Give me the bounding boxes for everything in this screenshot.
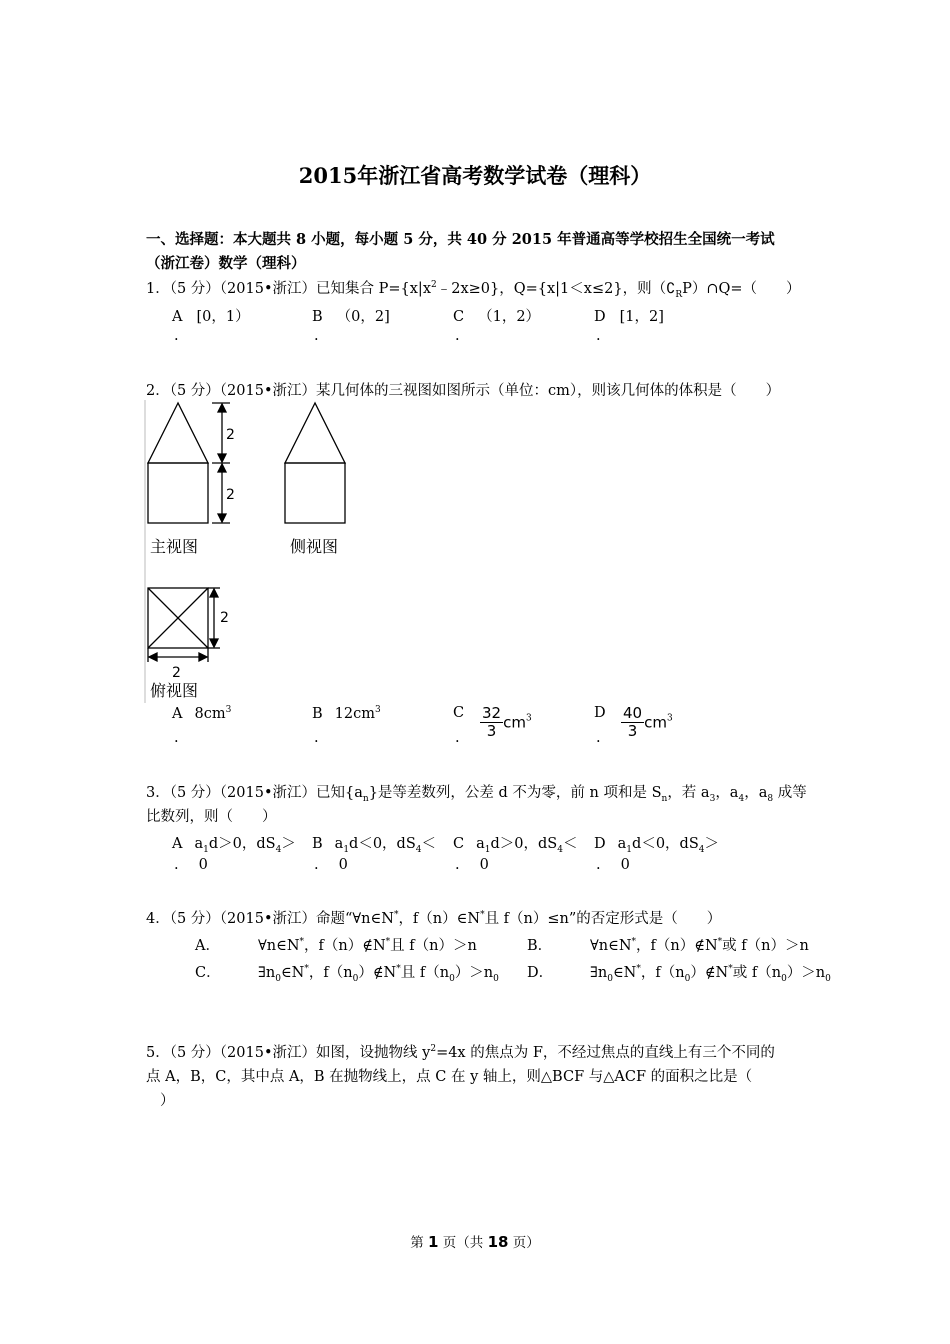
q4-option-c-label: C．: [195, 965, 221, 981]
q1-dot-a: .: [174, 328, 179, 344]
q2-dot-b: .: [314, 730, 319, 746]
top-view: [148, 588, 208, 648]
question-2-stem: 2．（5 分）（2015•浙江）某几何体的三视图如图所示（单位：cm），则该几何体的体积是（ ）: [146, 383, 781, 399]
q4-option-c: $\exists n_0\in N^*$，$f(n_0)\notin N^*$且 $f(n_0)>n_0$: [258, 964, 499, 984]
q2-option-a: A $8cm^3$: [172, 705, 232, 722]
q3-option-b: B $a_1d<0$，$dS_4<$: [312, 836, 437, 855]
q4-option-b: ∀n∈N*，f（n）∉N*或 f（n）＞n: [590, 937, 809, 954]
question-4-stem: 4．（5 分）（2015•浙江）命题“∀n∈N*，f（n）∈N*且 f（n）≤n”的否定形式是（ ）: [146, 910, 722, 927]
question-5-stem-line3: ）: [160, 1093, 175, 1109]
top-width-label: 2: [172, 665, 181, 681]
q3-option-c: C $a_1d>0$，$dS_4<$: [453, 836, 578, 855]
top-depth-label: 2: [220, 610, 229, 626]
side-view: [285, 403, 345, 523]
front-height-top-label: 2: [226, 427, 235, 443]
front-view-label: 主视图: [150, 537, 199, 556]
q3-option-d-cont: . 0: [596, 857, 630, 873]
q2-dot-d: .: [596, 730, 601, 746]
q3-option-d: D $a_1d<0$，$dS_4>$: [594, 836, 719, 855]
question-3-stem-line1: 3．（5 分）（2015•浙江）已知$\{a_n\}$是等差数列，公差 d 不为零，前 n 项和是 $S_n$，若 $a_3$，$a_4$，$a_8$ 成等: [146, 785, 807, 804]
total-pages: 18: [487, 1233, 509, 1251]
q3-option-a-cont: . 0: [174, 857, 208, 873]
q1-option-b: B （0，2]: [312, 309, 390, 325]
top-view-label: 俯视图: [150, 681, 199, 700]
q3-option-c-cont: . 0: [455, 857, 489, 873]
q2-option-d-letter: D: [594, 705, 606, 721]
q2-option-b: B $12cm^3$: [312, 705, 381, 722]
front-height-bottom-label: 2: [226, 487, 235, 503]
q3-option-b-cont: . 0: [314, 857, 348, 873]
q1-dot-d: .: [596, 328, 601, 344]
side-view-label: 侧视图: [290, 537, 339, 556]
q1-option-d: D [1，2]: [594, 309, 664, 325]
page-footer: 第 1 页（共 18 页）: [410, 1233, 540, 1251]
q1-option-a: A [0，1）: [172, 309, 250, 325]
q2-option-d-value: $\frac{40}{3}$ $cm^3$: [623, 704, 673, 740]
section-heading-line1: 一、选择题：本大题共 8 小题，每小题 5 分，共 40 分 2015 年普通高等学校招生全国统一考试: [146, 231, 775, 248]
q2-dot-a: .: [174, 730, 179, 746]
question-3-stem-line2: 比数列，则（ ）: [146, 809, 277, 825]
front-view: [148, 403, 208, 523]
question-5-stem-line1: 5．（5 分）（2015•浙江）如图，设抛物线 $y^2=4x$ 的焦点为 F，不经过焦点的直线上有三个不同的: [146, 1044, 775, 1061]
q4-option-b-label: B．: [527, 938, 553, 954]
q1-dot-b: .: [314, 328, 319, 344]
q4-option-a: ∀n∈N*，f（n）∉N*且 f（n）＞n: [258, 937, 477, 954]
question-5-stem-line2: 点 A，B，C，其中点 A，B 在抛物线上，点 C 在 y 轴上，则△BCF 与△ACF 的面积之比是（: [146, 1069, 753, 1085]
q4-option-a-label: A．: [195, 938, 220, 954]
q2-option-c-value: $\frac{32}{3}$ $cm^3$: [482, 704, 532, 740]
q1-option-c: C （1，2）: [453, 309, 541, 325]
q2-option-c-letter: C: [453, 705, 465, 721]
q3-option-a: A $a_1d>0$，$dS_4>$: [172, 836, 296, 855]
q4-option-d: $\exists n_0\in N^*$，$f(n_0)\notin N^*$或 $f(n_0)>n_0$: [590, 964, 831, 984]
document-title: 2015年浙江省高考数学试卷（理科）: [298, 163, 652, 188]
three-view-figure: [140, 398, 370, 703]
q4-option-d-label: D．: [527, 965, 554, 981]
q1-dot-c: .: [455, 328, 460, 344]
question-1-stem: 1．（5 分）（2015•浙江）已知集合 $P=\{x|x^2﹣2x\ge 0\}$，Q={x|1＜x≤2}，则$(∁_RP)\cap Q=$（ ）: [146, 280, 801, 300]
q2-dot-c: .: [455, 730, 460, 746]
section-heading-line2: （浙江卷）数学（理科）: [146, 255, 306, 272]
page-number: 1: [428, 1233, 439, 1251]
front-view-dimension: [212, 403, 230, 523]
